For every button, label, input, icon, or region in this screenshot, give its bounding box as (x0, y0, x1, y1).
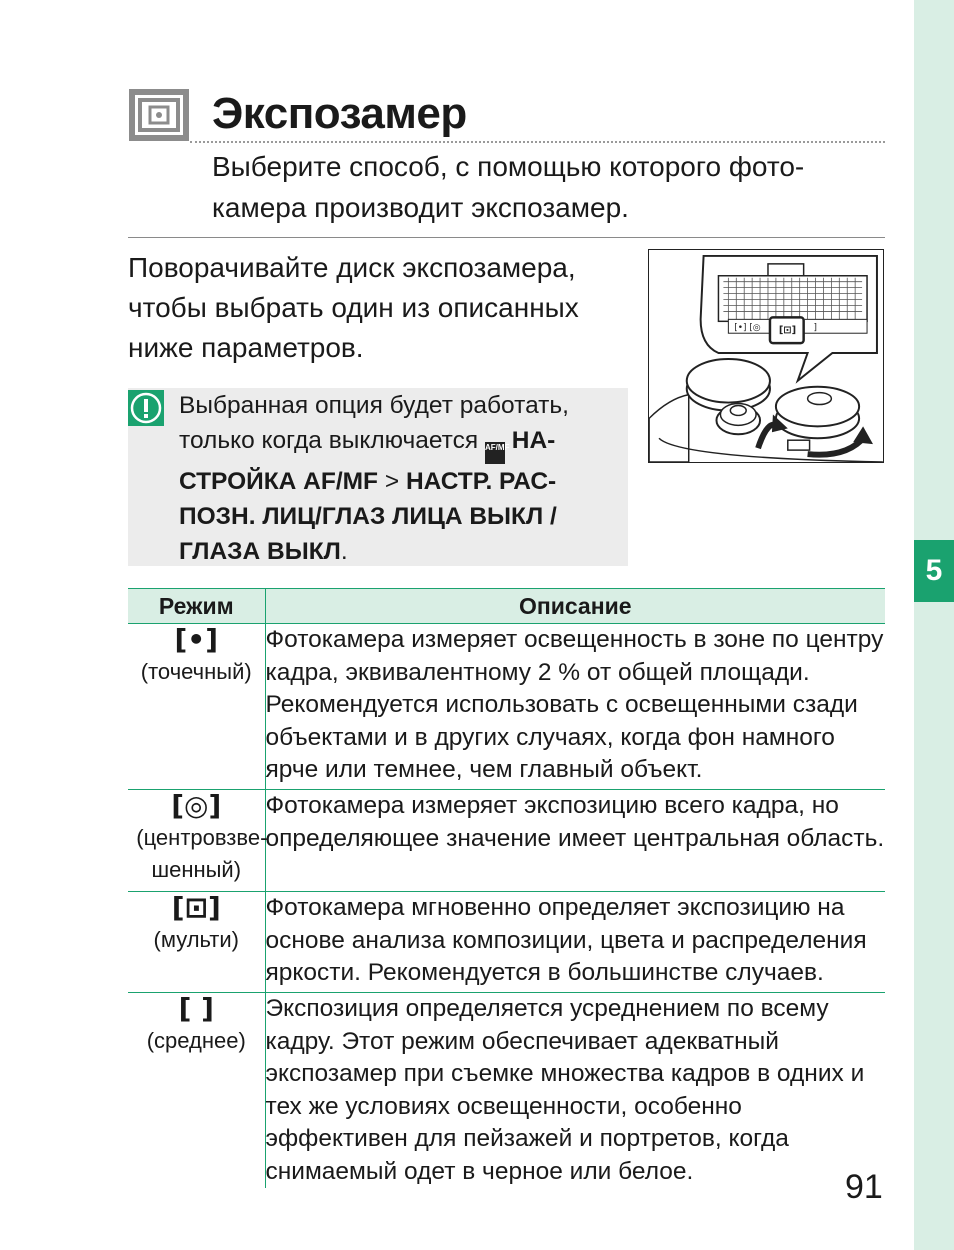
table-row-center-weighted (128, 790, 885, 892)
page-subtitle: Выберите способ, с помощью которого фото-камера производит экспозамер. (212, 151, 805, 223)
metering-icon (128, 88, 190, 142)
mode-name: (среднее) (146, 1028, 246, 1053)
page-number: 91 (845, 1168, 883, 1206)
mode-cell (128, 789, 268, 892)
center-weighted-metering-icon: [◎] (171, 789, 222, 822)
svg-text:[⊡]: [⊡] (778, 325, 797, 337)
note-text: Выбранная опция будет работать, только когда выключается AF/MF НА-СТРОЙКА AF/MF > НАСТР. РАС-ПОЗН. ЛИЦ/ГЛАЗ ЛИЦА ВЫКЛ / ГЛАЗА ВЫКЛ. (179, 392, 569, 565)
metering-modes-table (128, 588, 885, 1188)
svg-text:]: ] (813, 323, 818, 334)
average-metering-icon: [ ] (178, 992, 214, 1025)
mode-cell (128, 624, 265, 790)
intro-text: Поворачивайте диск экспозамера, чтобы выбрать один из описанных ниже параметров. (128, 252, 579, 363)
table-row-spot (128, 624, 885, 790)
column-header-description: Описание (265, 589, 885, 624)
table-row-average (128, 993, 885, 1189)
mode-description: Фотокамера измеряет экспозицию всего кадра, но определяющее значение имеет центральная область. (265, 790, 885, 892)
spot-metering-icon: [•] (174, 623, 218, 656)
title-dotted-rule (190, 141, 885, 143)
caution-icon (128, 390, 164, 426)
page-title: Экспозамер (212, 89, 467, 138)
camera-dial-illustration (648, 249, 884, 463)
svg-text:[•] [◎: [•] [◎ (734, 323, 761, 334)
mode-description: Фотокамера измеряет освещенность в зоне по центру кадра, эквивалентному 2 % от общей площади. Рекомендуется использовать с освещенными сзади объектами и в других случаях, когда фон намного ярче или темнее, чем главный объект. (265, 624, 885, 790)
menu-path-2: НАСТР. РАС-ПОЗН. ЛИЦ/ГЛАЗ ЛИЦА ВЫКЛ / ГЛАЗА ВЫКЛ (179, 468, 557, 565)
column-header-mode: Режим (128, 589, 265, 624)
side-strip (914, 0, 954, 1250)
mode-cell (128, 993, 265, 1189)
header-rule (128, 237, 885, 238)
note-box (128, 388, 628, 566)
multi-metering-icon: [⊡] (171, 891, 221, 924)
mode-name: (точечный) (140, 659, 252, 684)
chapter-tab[interactable]: 5 (914, 540, 954, 602)
mode-description: Экспозиция определяется усреднением по всему кадру. Этот режим обеспечивает адекватный экспозамер при съемке множества кадров в одних и тех же условиях освещенности, особенно эффективен для пейзажей и портретов, когда снимаемый одет в черное или белое. (265, 995, 865, 1185)
mode-cell (128, 892, 265, 993)
mode-name: (мульти) (153, 927, 239, 952)
table-row-multi (128, 892, 885, 993)
mode-name: (центровзве-шенный) (136, 825, 268, 882)
menu-path-1: НА-СТРОЙКА AF/MF (179, 427, 556, 495)
mode-description: Фотокамера мгновенно определяет экспозицию на основе анализа композиции, цвета и распределения яркости. Рекомендуется в большинстве случаев. (265, 892, 885, 993)
af-mf-icon: AF/MF (485, 442, 505, 464)
